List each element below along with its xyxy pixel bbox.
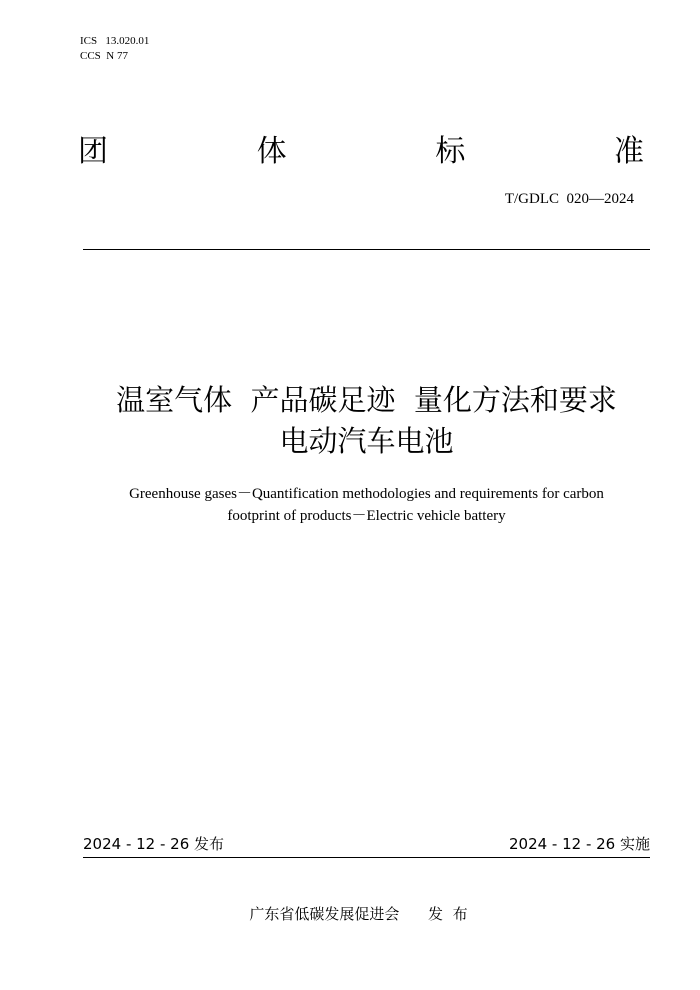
standard-number: T/GDLC 020—2024	[504, 191, 634, 207]
chinese-title-line-2: 电动汽车电池	[279, 424, 454, 458]
english-title-line-2: footprint of products－Electric vehicle battery	[227, 508, 506, 524]
english-title-line-1: Greenhouse gases－Quantification methodologies and requirements for carbon	[129, 486, 604, 502]
release-date: 2024 - 12 - 26 发布	[83, 835, 225, 853]
bottom-divider	[83, 857, 650, 858]
ics-code: ICS 13.020.01	[80, 35, 150, 47]
ccs-code: CCS N 77	[80, 50, 128, 62]
standard-type-char: 体	[256, 134, 287, 169]
standard-type-char: 团	[78, 134, 108, 169]
standard-type-char: 准	[613, 134, 644, 169]
chinese-title-line-1: 温室气体 产品碳足迹 量化方法和要求	[116, 383, 617, 417]
standard-type-char: 标	[435, 134, 466, 169]
implementation-date: 2024 - 12 - 26 实施	[508, 835, 650, 853]
publisher: 广东省低碳发展促进会 发 布	[249, 905, 468, 923]
date-row	[83, 834, 650, 854]
top-divider	[83, 249, 650, 250]
classification-codes	[80, 34, 149, 64]
standard-type-heading	[78, 134, 644, 170]
